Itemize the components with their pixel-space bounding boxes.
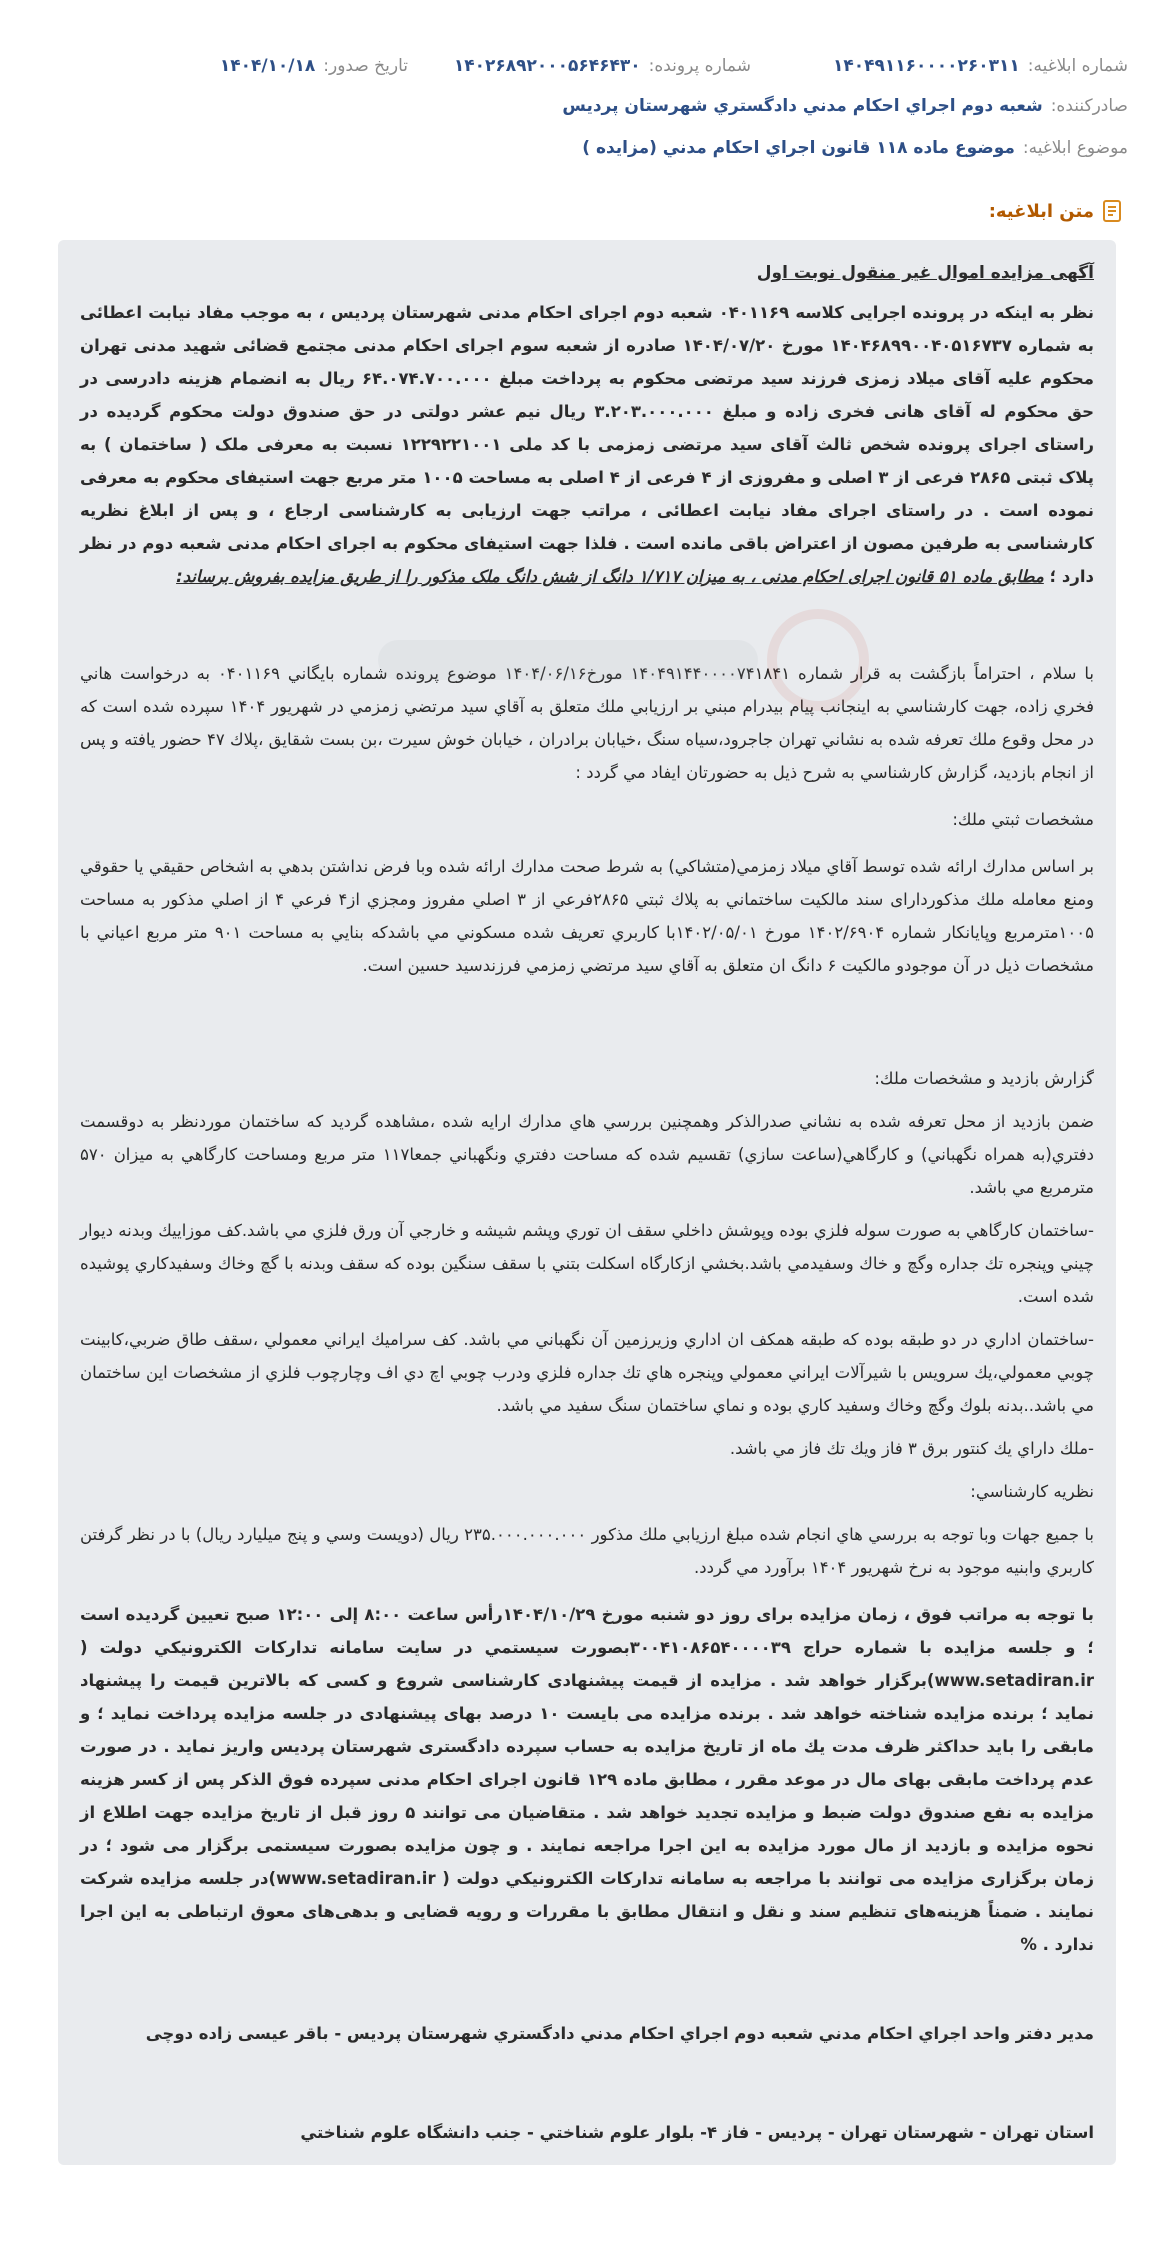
visit-paragraph: ضمن بازديد از محل تعرفه شده به نشاني صدرالذكر وهمچنين بررسي هاي مدارك ارايه شده ،مشاهده گرديد كه ساختمان موردنظر به دوقسمت دفتري(به همراه نگهباني) و كارگاهي(ساعت سازي) تقسيم شده كه مساحت دفتري ونگهباني جمعا۱۱۷ متر مربع ومساحت كارگاهي به ميزان ۵۷۰ مترمربع مي باشد. [80, 1112, 1094, 1197]
notice-number-label: شماره ابلاغیه: [1027, 56, 1128, 76]
header-row-numbers [46, 56, 1128, 82]
office-paragraph: -ساختمان اداري در دو طبقه بوده كه طبقه همكف ان اداري وزيرزمين آن نگهباني مي باشد. كف سراميك ايراني معمولي ،سقف طاق ضربي،كابينت چوبي معمولي،يك سرويس با شيرآلات ايراني معمولي وپنجره هاي تك جداره فلزي ودرب چوبي اچ دي اف وچارچوب فلزي از مشخصات اين ساختمان مي باشد..بدنه بلوك وگچ وخاك وسفيد كاري بوده و نماي ساختمان سنگ سفيد مي باشد. [80, 1330, 1094, 1415]
intro-emphasis: مطابق ماده ۵۱ قانون اجرای احکام مدنی ، به میزان ۱/۷۱۷ دانگ از شش دانگ ملک مذکور را از طریق مزایده بفروش برساند: [176, 567, 1044, 586]
document-icon [1102, 198, 1124, 224]
registry-heading: مشخصات ثبتي ملك: [952, 810, 1094, 829]
issue-date-label: تاریخ صدور: [323, 56, 408, 76]
subject-value: موضوع ماده ۱۱۸ قانون اجراي احکام مدني (مزايده ) [582, 138, 1015, 158]
address-line: استان تهران - شهرستان تهران - پرديس - فاز ۴- بلوار علوم شناختي - جنب دانشگاه علوم شناختي [300, 2123, 1094, 2142]
case-number-value: ۱۴۰۲۶۸۹۲۰۰۰۵۶۴۶۴۳۰ [453, 56, 641, 76]
auction-heading: آگهی مزایده اموال غیر منقول نوبت اول [756, 263, 1094, 283]
auction-details-paragraph: با توجه به مراتب فوق ، زمان مزایده برای روز دو شنبه مورخ ۱۴۰۴/۱۰/۲۹رأس ساعت ۸:۰۰ إلی ۱۲:۰۰ صبح تعیین گردیده است ؛ و جلسه مزایده با شماره حراج ۳۰۰۴۱۰۸۶۵۴۰۰۰۰۳۹بصورت سیستمي در سایت سامانه تداركات الكترونيكي دولت ( www.setadiran.ir)برگزار خواهد شد . مزایده از قیمت پیشنهادی كارشناسی شروع و كسی كه بالاترین قیمت را پیشنهاد نماید ؛ برنده مزایده شناخته خواهد شد . برنده مزایده می بایست ۱۰ درصد بهای پیشنهادی در جلسه مزایده پرداخت نماید ؛ و مابقی را باید حداكثر ظرف مدت یك ماه از تاریخ مزایده به حساب سپرده دادگستری شهرستان پردیس واریز نماید . در صورت عدم پرداخت مابقی بهای مال در موعد مقرر ، مطابق ماده ۱۲۹ قانون اجرای احكام مدنی سپرده فوق الذكر پس از كسر هزینه مزایده به نفع صندوق دولت ضبط و مزایده تجدید خواهد شد . متقاضیان می توانند ۵ روز قبل از تاریخ مزایده جهت اطلاع از نحوه مزایده و بازدید از مال مورد مزایده به این اجرا مراجعه نمایند . و چون مزایده بصورت سیستمی برگزار می شود ؛ در زمان برگزاری مزایده می توانند با مراجعه به سامانه تداركات الكترونيكي دولت ( www.setadiran.ir)در جلسه مزایده شرکت نمایند . ضمناً هزینه‌های تنظیم سند و نقل و انتقال مطابق با مقررات و رویه قضایی و بدهی‌های معوق ارتباطی به این اجرا ندارد . % [80, 1605, 1094, 1954]
workshop-paragraph: -ساختمان كارگاهي به صورت سوله فلزي بوده وپوشش داخلي سقف ان توري وپشم شيشه و خارجي آن ورق فلزي مي باشد.كف موزاييك وبدنه ديوار چيني وپنجره تك جداره وگچ و خاك وسفيدمي باشد.بخشي ازكارگاه اسكلت بتني با سقف سنگين بوده كه سقف وبدنه با گچ وخاك وسفيدكاري پوشيده شده است. [80, 1221, 1094, 1306]
subject-row [46, 138, 1128, 158]
registry-paragraph: بر اساس مدارك ارائه شده توسط آقاي ميلاد زمزمي(متشاكي) به شرط صحت مدارك ارائه شده وبا فرض نداشتن بدهي به اشخاص حقيقي يا حقوقي ومنع معامله ملك مذكوردارای سند مالكيت ساختماني به پلاك ثبتي ۲۸۶۵فرعي از ۳ اصلي مفروز ومجزي از۴ فرعي ۴ از اصلي مذكور به مساحت ۱۰۰۵مترمربع وپايانكار شماره ۱۴۰۲/۶۹۰۴ مورخ ۱۴۰۲/۰۵/۰۱با كاربري تعريف شده مسكوني مي باشدكه بنايي به مساحت ۹۰۱ متر مربع اعياني با مشخصات ذيل در آن موجودو مالكيت ۶ دانگ ان متعلق به آقاي سيد مرتضي زمزمي فرزندسيد حسين است. [80, 857, 1095, 975]
signature-line: مدير دفتر واحد اجراي احکام مدني شعبه دوم اجراي احکام مدني دادگستري شهرستان پرديس - باقر عيسی زاده دوچی [145, 2024, 1094, 2043]
intro-paragraph [80, 296, 1094, 593]
case-number-label: شماره پرونده: [648, 56, 751, 76]
intro-text: نظر به اینکه در پرونده اجرایی کلاسه ۰۴۰۱۱۶۹ شعبه دوم اجرای احکام مدنی شهرستان پردیس ، به موجب مفاد نیابت اعطائی به شماره ۱۴۰۴۶۸۹۹۰۰۴۰۵۱۶۷۳۷ مورخ ۱۴۰۴/۰۷/۲۰ صادره از شعبه سوم اجرای احکام مدنی مجتمع قضائی شهید مدنی تهران محکوم علیه آقای میلاد زمزی فرزند سید مرتضی محکوم به پرداخت مبلغ ۶۴.۰۷۴.۷۰۰.۰۰۰ ریال به انضمام هزینه دادرسی در حق محکوم له آقای هانی فخری زاده و مبلغ ۳.۲۰۳.۰۰۰.۰۰۰ ریال نیم عشر دولتی در حق صندوق دولت محکوم گردیده در راستای اجرای پرونده شخص ثالث آقای سید مرتضی زمزمی با کد ملی ۱۲۲۹۲۲۱۰۰۱ نسبت به معرفی ملک ( ساختمان ) به پلاک ثبتی ۲۸۶۵ فرعی از ۳ اصلی و مفروزی از ۴ فرعی از ۴ اصلی به مساحت ۱۰۰۵ متر مربع جهت استیفای محکوم به معرفی نموده است . در راستای اجرای مفاد نیابت اعطائی ، مراتب جهت ارزیابی به کارشناسی ارجاع ، و پس از ابلاغ نظریه کارشناسی به طرفین مصون از اعتراض باقی مانده است . فلذا جهت استیفای محکوم به اجرای احکام مدنی شعبه دوم در نظر دارد ؛ [80, 303, 1094, 586]
visit-heading: گزارش بازديد و مشخصات ملك: [874, 1069, 1094, 1088]
opinion-paragraph: با جميع جهات وبا توجه به بررسي هاي انجام شده مبلغ ارزيابي ملك مذكور ۲۳۵.۰۰۰.۰۰۰.۰۰۰ ريال (دويست وسي و پنج ميليارد ريال) با در نظر گرفتن كاربري وابنيه موجود به نرخ شهريور ۱۴۰۴ برآورد مي گردد. [80, 1525, 1094, 1577]
notice-text-title: متن ابلاغیه: [988, 200, 1094, 222]
case-number [454, 56, 751, 76]
report-intro-paragraph: با سلام ، احتراماً بازگشت به قرار شماره ۱۴۰۴۹۱۴۴۰۰۰۰۷۴۱۸۴۱ مورخ۱۴۰۴/۰۶/۱۶ موضوع پرونده شماره بايگاني ۰۴۰۱۱۶۹ به درخواست هاني فخري زاده، جهت کارشناسي به اينجانب پيام بيدرام مبني بر ارزيابي ملك متعلق به آقاي سيد مرتضي زمزمي در شهريور ۱۴۰۴ سپرده شده است که در محل وقوع ملك تعرفه شده به نشاني تهران جاجرود،سياه سنگ ،خيابان برادران ، خيابان خوش سيرت ،بن بست شقايق ،پلاك ۴۷ حضور يافته و پس از انجام بازديد، گزارش کارشناسي به شرح ذيل به حضورتان ايفاد مي گردد : [80, 664, 1094, 782]
issuer-row [46, 96, 1128, 116]
notice-body-panel [58, 240, 1116, 2165]
issuer-value: شعبه دوم اجراي احکام مدني دادگستري شهرستان پرديس [562, 96, 1043, 116]
opinion-heading: نظريه كارشناسي: [970, 1482, 1094, 1501]
issue-date-value: ۱۴۰۴/۱۰/۱۸ [219, 56, 316, 76]
notice-number-value: ۱۴۰۴۹۱۱۶۰۰۰۰۲۶۰۳۱۱ [832, 56, 1020, 76]
issuer-label: صادرکننده: [1050, 96, 1128, 116]
notice-number [833, 56, 1128, 76]
issue-date [220, 56, 408, 76]
notice-text-heading [989, 198, 1124, 224]
meter-paragraph: -ملك داراي يك كنتور برق ۳ فاز ويك تك فاز مي باشد. [729, 1439, 1094, 1458]
subject-label: موضوع ابلاغیه: [1022, 138, 1128, 158]
